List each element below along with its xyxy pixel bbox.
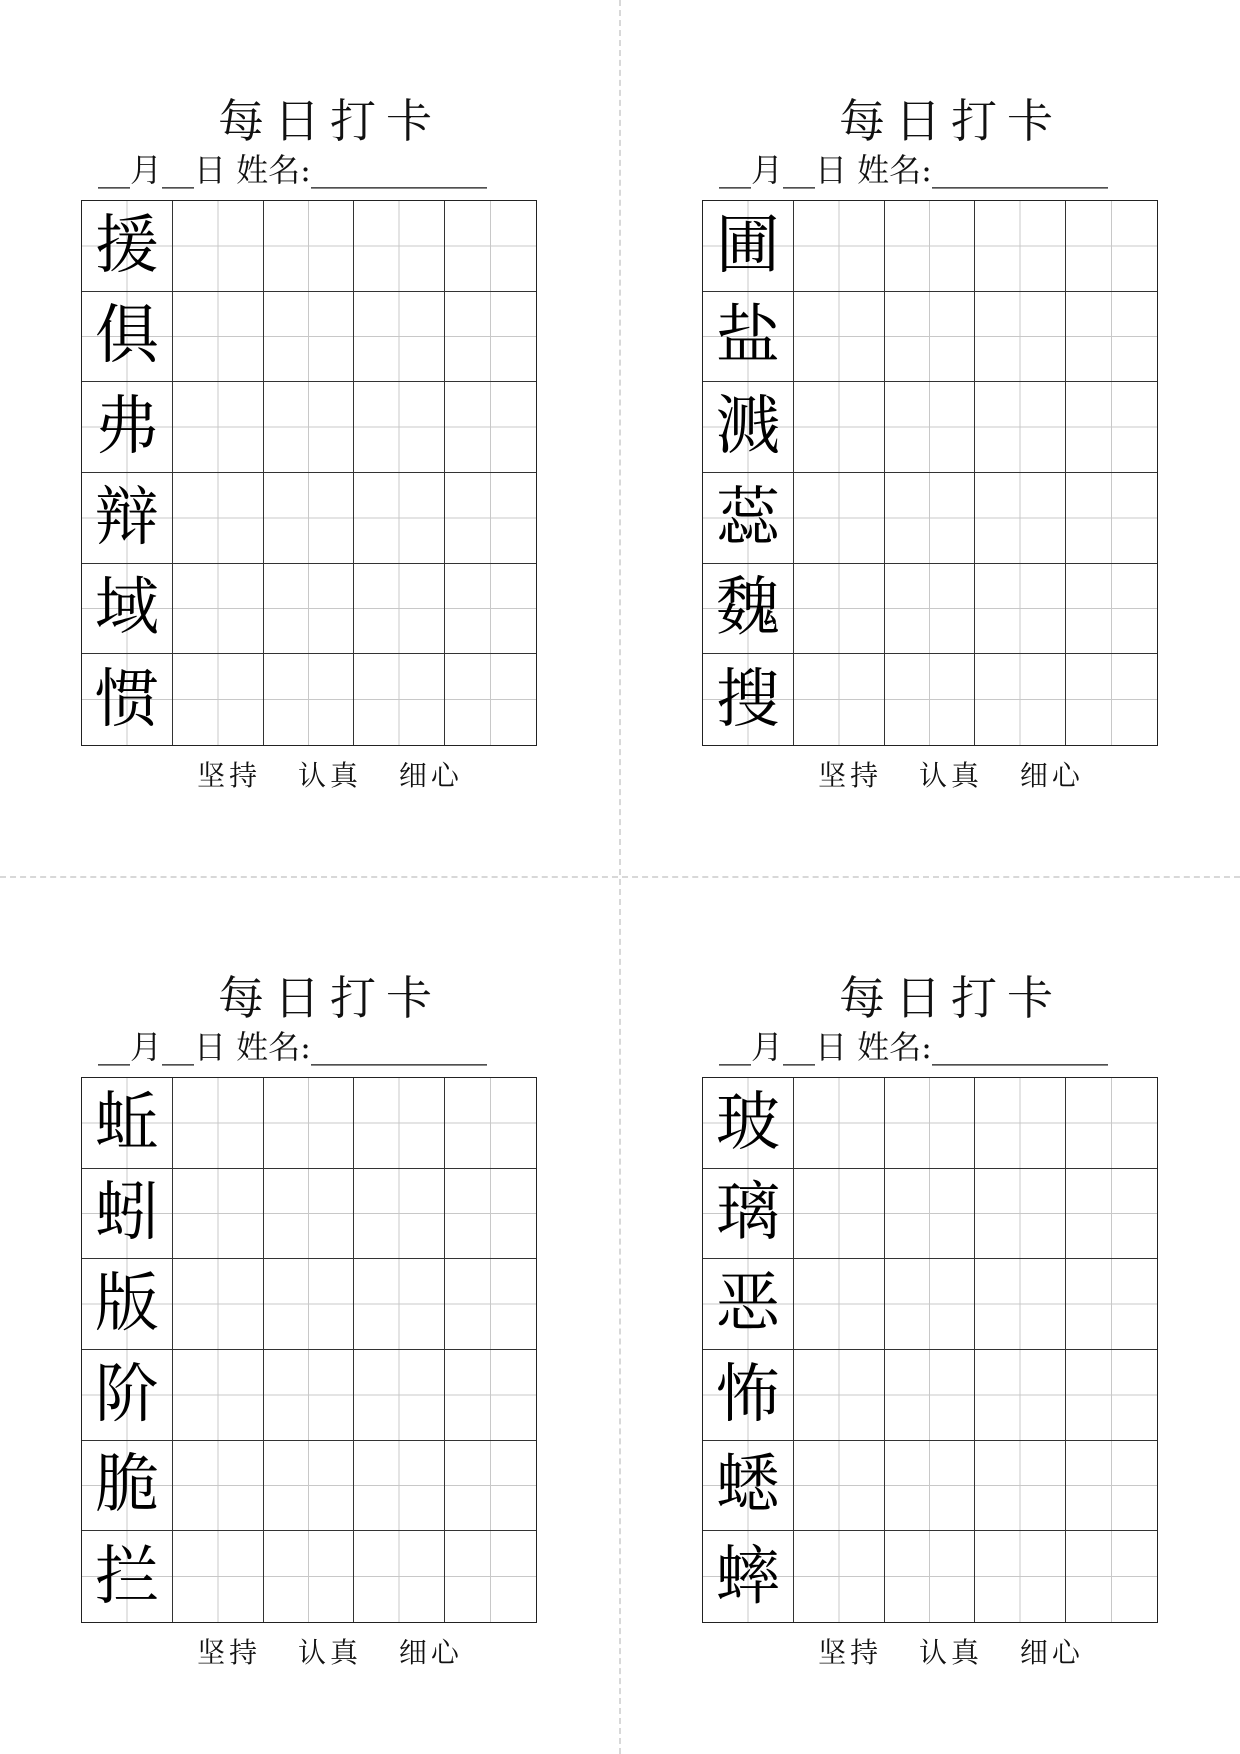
- date-name-line: __月__日 姓名:___________: [98, 151, 487, 189]
- blank-cell[interactable]: [794, 201, 885, 292]
- model-char: 拦: [82, 1531, 173, 1622]
- blank-cell[interactable]: [975, 1078, 1066, 1169]
- blank-cell[interactable]: [885, 1441, 976, 1532]
- model-char: 俱: [82, 292, 173, 383]
- model-char: 蚓: [82, 1169, 173, 1260]
- blank-cell[interactable]: [354, 201, 445, 292]
- model-char: 搜: [703, 654, 794, 745]
- blank-cell[interactable]: [264, 564, 355, 655]
- blank-cell[interactable]: [445, 654, 536, 745]
- blank-cell[interactable]: [885, 564, 976, 655]
- tianzige-grid: [81, 1077, 537, 1623]
- model-char: 恶: [703, 1259, 794, 1350]
- model-char: 蟀: [703, 1531, 794, 1622]
- tianzige-grid: [81, 200, 537, 746]
- blank-cell[interactable]: [975, 1169, 1066, 1260]
- horizontal-cut-line: [0, 876, 1240, 878]
- blank-cell[interactable]: [885, 473, 976, 564]
- model-char: 版: [82, 1259, 173, 1350]
- blank-cell[interactable]: [264, 1441, 355, 1532]
- blank-cell[interactable]: [1066, 564, 1157, 655]
- blank-cell[interactable]: [445, 1078, 536, 1169]
- blank-cell[interactable]: [264, 473, 355, 564]
- blank-cell[interactable]: [1066, 1531, 1157, 1622]
- blank-cell[interactable]: [354, 473, 445, 564]
- blank-cell[interactable]: [445, 382, 536, 473]
- blank-cell[interactable]: [975, 1441, 1066, 1532]
- blank-cell[interactable]: [885, 292, 976, 383]
- model-char: 蚯: [82, 1078, 173, 1169]
- blank-cell[interactable]: [794, 1169, 885, 1260]
- blank-cell[interactable]: [885, 1078, 976, 1169]
- motto: 坚持 认真 细心: [818, 1636, 1084, 1669]
- card-title: 每日打卡: [839, 94, 1063, 148]
- blank-cell[interactable]: [354, 654, 445, 745]
- blank-cell[interactable]: [354, 1259, 445, 1350]
- blank-cell[interactable]: [354, 382, 445, 473]
- motto: 坚持 认真 细心: [197, 1636, 463, 1669]
- blank-cell[interactable]: [354, 564, 445, 655]
- motto: 坚持 认真 细心: [197, 759, 463, 792]
- date-name-line: __月__日 姓名:___________: [98, 1028, 487, 1066]
- blank-cell[interactable]: [794, 1259, 885, 1350]
- blank-cell[interactable]: [354, 292, 445, 383]
- date-name-line: __月__日 姓名:___________: [719, 1028, 1108, 1066]
- blank-cell[interactable]: [975, 564, 1066, 655]
- model-char: 圃: [703, 201, 794, 292]
- blank-cell[interactable]: [1066, 1259, 1157, 1350]
- blank-cell[interactable]: [173, 1078, 264, 1169]
- blank-cell[interactable]: [885, 382, 976, 473]
- card-title: 每日打卡: [218, 971, 442, 1025]
- blank-cell[interactable]: [794, 1350, 885, 1441]
- blank-cell[interactable]: [1066, 1350, 1157, 1441]
- blank-cell[interactable]: [975, 382, 1066, 473]
- blank-cell[interactable]: [794, 1531, 885, 1622]
- blank-cell[interactable]: [445, 1169, 536, 1260]
- blank-cell[interactable]: [1066, 473, 1157, 564]
- blank-cell[interactable]: [173, 1531, 264, 1622]
- blank-cell[interactable]: [445, 1259, 536, 1350]
- blank-cell[interactable]: [173, 382, 264, 473]
- model-char: 盐: [703, 292, 794, 383]
- blank-cell[interactable]: [1066, 1441, 1157, 1532]
- blank-cell[interactable]: [1066, 201, 1157, 292]
- blank-cell[interactable]: [794, 382, 885, 473]
- blank-cell[interactable]: [975, 473, 1066, 564]
- model-char: 阶: [82, 1350, 173, 1441]
- blank-cell[interactable]: [354, 1441, 445, 1532]
- blank-cell[interactable]: [794, 473, 885, 564]
- tianzige-grid: [702, 1077, 1158, 1623]
- blank-cell[interactable]: [794, 1078, 885, 1169]
- blank-cell[interactable]: [173, 1259, 264, 1350]
- model-char: 辩: [82, 473, 173, 564]
- blank-cell[interactable]: [794, 654, 885, 745]
- blank-cell[interactable]: [264, 654, 355, 745]
- blank-cell[interactable]: [445, 1350, 536, 1441]
- blank-cell[interactable]: [264, 292, 355, 383]
- blank-cell[interactable]: [445, 473, 536, 564]
- blank-cell[interactable]: [173, 201, 264, 292]
- blank-cell[interactable]: [264, 201, 355, 292]
- model-char: 脆: [82, 1441, 173, 1532]
- blank-cell[interactable]: [885, 1169, 976, 1260]
- model-char: 溅: [703, 382, 794, 473]
- blank-cell[interactable]: [354, 1169, 445, 1260]
- blank-cell[interactable]: [1066, 382, 1157, 473]
- blank-cell[interactable]: [975, 1531, 1066, 1622]
- blank-cell[interactable]: [975, 654, 1066, 745]
- blank-cell[interactable]: [264, 1169, 355, 1260]
- blank-cell[interactable]: [264, 1531, 355, 1622]
- blank-cell[interactable]: [173, 654, 264, 745]
- blank-cell[interactable]: [445, 201, 536, 292]
- blank-cell[interactable]: [1066, 654, 1157, 745]
- blank-cell[interactable]: [1066, 1078, 1157, 1169]
- model-char: 怖: [703, 1350, 794, 1441]
- card-title: 每日打卡: [839, 971, 1063, 1025]
- model-char: 弗: [82, 382, 173, 473]
- motto: 坚持 认真 细心: [818, 759, 1084, 792]
- tianzige-grid: [702, 200, 1158, 746]
- blank-cell[interactable]: [264, 382, 355, 473]
- blank-cell[interactable]: [264, 1078, 355, 1169]
- blank-cell[interactable]: [885, 201, 976, 292]
- blank-cell[interactable]: [173, 1441, 264, 1532]
- model-char: 玻: [703, 1078, 794, 1169]
- blank-cell[interactable]: [354, 1350, 445, 1441]
- blank-cell[interactable]: [173, 564, 264, 655]
- blank-cell[interactable]: [975, 1259, 1066, 1350]
- blank-cell[interactable]: [1066, 292, 1157, 383]
- blank-cell[interactable]: [1066, 1169, 1157, 1260]
- blank-cell[interactable]: [173, 1169, 264, 1260]
- model-char: 域: [82, 564, 173, 655]
- date-name-line: __月__日 姓名:___________: [719, 151, 1108, 189]
- blank-cell[interactable]: [885, 1531, 976, 1622]
- model-char: 蟋: [703, 1441, 794, 1532]
- blank-cell[interactable]: [975, 201, 1066, 292]
- model-char: 援: [82, 201, 173, 292]
- model-char: 惯: [82, 654, 173, 745]
- blank-cell[interactable]: [173, 1350, 264, 1441]
- blank-cell[interactable]: [445, 292, 536, 383]
- model-char: 璃: [703, 1169, 794, 1260]
- blank-cell[interactable]: [794, 564, 885, 655]
- blank-cell[interactable]: [975, 292, 1066, 383]
- card-title: 每日打卡: [218, 94, 442, 148]
- blank-cell[interactable]: [885, 654, 976, 745]
- blank-cell[interactable]: [264, 1259, 355, 1350]
- model-char: 魏: [703, 564, 794, 655]
- blank-cell[interactable]: [975, 1350, 1066, 1441]
- blank-cell[interactable]: [445, 1441, 536, 1532]
- blank-cell[interactable]: [445, 1531, 536, 1622]
- blank-cell[interactable]: [885, 1350, 976, 1441]
- blank-cell[interactable]: [885, 1259, 976, 1350]
- blank-cell[interactable]: [794, 292, 885, 383]
- blank-cell[interactable]: [264, 1350, 355, 1441]
- blank-cell[interactable]: [173, 473, 264, 564]
- blank-cell[interactable]: [794, 1441, 885, 1532]
- blank-cell[interactable]: [354, 1531, 445, 1622]
- blank-cell[interactable]: [354, 1078, 445, 1169]
- blank-cell[interactable]: [445, 564, 536, 655]
- model-char: 蕊: [703, 473, 794, 564]
- blank-cell[interactable]: [173, 292, 264, 383]
